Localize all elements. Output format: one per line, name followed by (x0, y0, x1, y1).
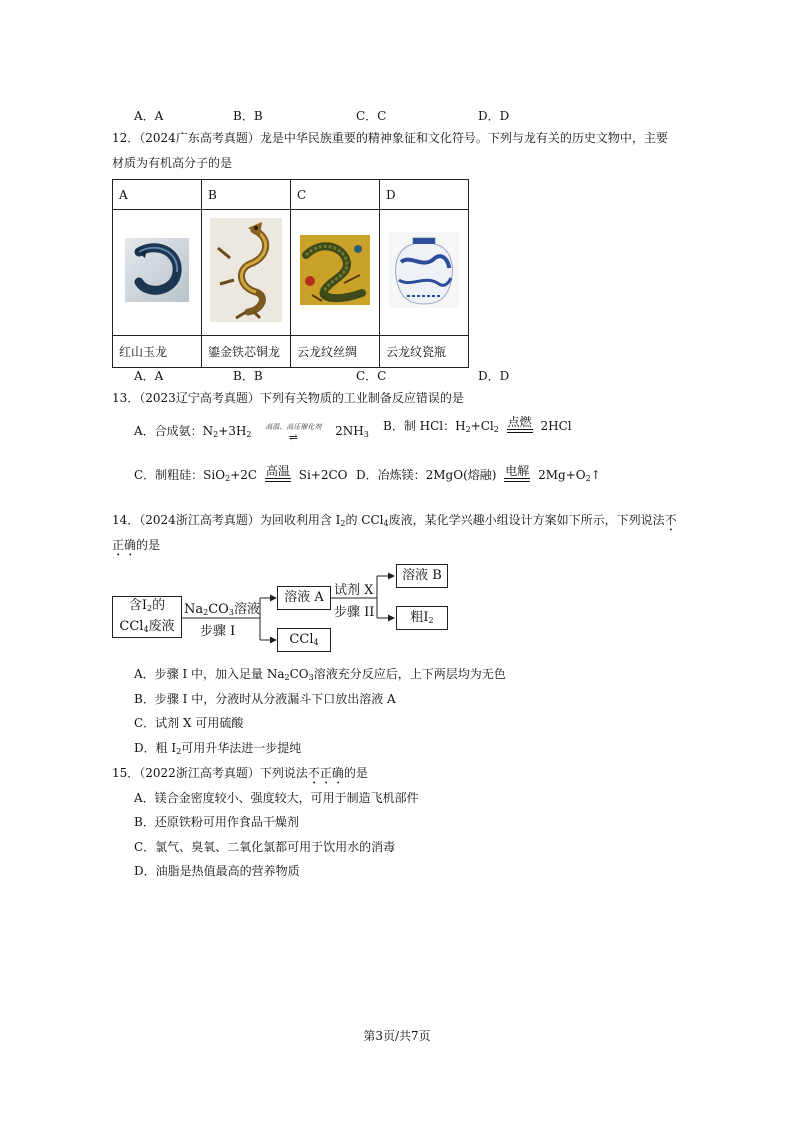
porcelain-vase-icon (389, 232, 459, 311)
q13-option-a-condition: 高温、高压催化剂 ⇌ (265, 423, 322, 444)
q13-option-b: B．制 HCl：$H_2+Cl_2$ 点燃 2HCl (383, 415, 572, 434)
q12-stem-line2: 材质为有机高分子的是 (112, 156, 233, 170)
q13-option-a: A．合成氨：$N_2+3H_2$ 高温、高压催化剂 ⇌ $2NH_3$ (134, 423, 369, 444)
q12-artifact-name-c: 云龙纹丝绸 (291, 336, 380, 368)
q14-stem-line1: 14．（2024浙江高考真题）为回收利用含 $I_2$的 CCl$_4$废液，某化学兴趣小组设计方案如下所示，下列说法不 (112, 513, 677, 528)
flow-source-box: 含$I_2$的 CCl$_4$废液 (112, 596, 182, 638)
q15-option-b: B．还原铁粉可用作食品干燥剂 (134, 815, 299, 829)
q14-option-a: A．步骤 I 中，加入足量 $Na_2CO_3$溶液充分反应后，上下两层均为无色 (134, 667, 506, 682)
silk-dragon-icon (300, 235, 370, 308)
q12-artifact-name-a: 红山玉龙 (113, 336, 202, 368)
q13-stem: 13．（2023辽宁高考真题）下列有关物质的工业制备反应错误的是 (112, 391, 464, 405)
q14-option-d: D．粗 $I_2$可用升华法进一步提纯 (134, 741, 302, 756)
q12-option-a: A．A (134, 369, 164, 383)
q12-option-c: C．C (356, 369, 387, 383)
q11-option-b: B．B (233, 109, 263, 123)
q12-header-b: B (202, 180, 291, 210)
flow-step2-label: 步骤 II (334, 605, 375, 620)
q12-artifact-name-b: 鎏金铁芯铜龙 (202, 336, 291, 368)
q13-option-b-condition: 点燃 (503, 416, 537, 434)
q12-artifact-table (112, 179, 469, 368)
page-footer: 第3页/共7页 (363, 1029, 431, 1043)
flow-step1-reagent: $Na_2CO_3$溶液 (184, 602, 260, 617)
q14-stem-line2: 正确的是 (112, 538, 161, 552)
flow-step1-label: 步骤 I (200, 624, 236, 639)
q15-option-d: D．油脂是热值最高的营养物质 (134, 864, 300, 878)
q12-header-a: A (113, 180, 202, 210)
q13-option-d: D．冶炼镁：2MgO(熔融) 电解 $2Mg+O_2↑$ (356, 464, 601, 483)
q13-option-d-condition: 电解 (500, 465, 534, 483)
q11-option-a: A．A (134, 109, 164, 123)
q15-option-c: C．氯气、臭氧、二氧化氯都可用于饮用水的消毒 (134, 840, 396, 854)
q12-option-d: D．D (478, 369, 510, 383)
flow-step2-reagent: 试剂 X (334, 583, 374, 598)
bronze-dragon-icon (210, 218, 282, 325)
q11-option-c: C．C (356, 109, 387, 123)
flow-crude-i2-box: 粗$I_2$ (396, 606, 448, 630)
q12-header-d: D (380, 180, 469, 210)
q14-flowchart (112, 556, 452, 666)
q11-option-d: D．D (478, 109, 510, 123)
q13-option-c-condition: 高温 (261, 465, 295, 483)
q12-option-b: B．B (233, 369, 263, 383)
flow-solution-b-box: 溶液 B (396, 564, 448, 588)
q15-option-a: A．镁合金密度较小、强度较大，可用于制造飞机部件 (134, 791, 419, 805)
q12-artifact-name-d: 云龙纹瓷瓶 (380, 336, 469, 368)
q14-option-c: C．试剂 X 可用硫酸 (134, 716, 244, 730)
flow-solution-a-box: 溶液 A (277, 586, 331, 610)
q13-option-c: C．制粗硅：SiO$_2$+2C 高温 Si+2CO (134, 464, 348, 483)
q15-stem: 15．（2022浙江高考真题）下列说法不正确的是 (112, 766, 368, 780)
flow-ccl4-box: CCl$_4$ (277, 628, 331, 652)
q14-option-b: B．步骤 I 中，分液时从分液漏斗下口放出溶液 A (134, 692, 396, 706)
q12-stem-line1: 12．（2024广东高考真题）龙是中华民族重要的精神象征和文化符号。下列与龙有关的历史文物中，主要 (112, 131, 668, 145)
jade-dragon-icon (125, 238, 189, 305)
q12-header-c: C (291, 180, 380, 210)
